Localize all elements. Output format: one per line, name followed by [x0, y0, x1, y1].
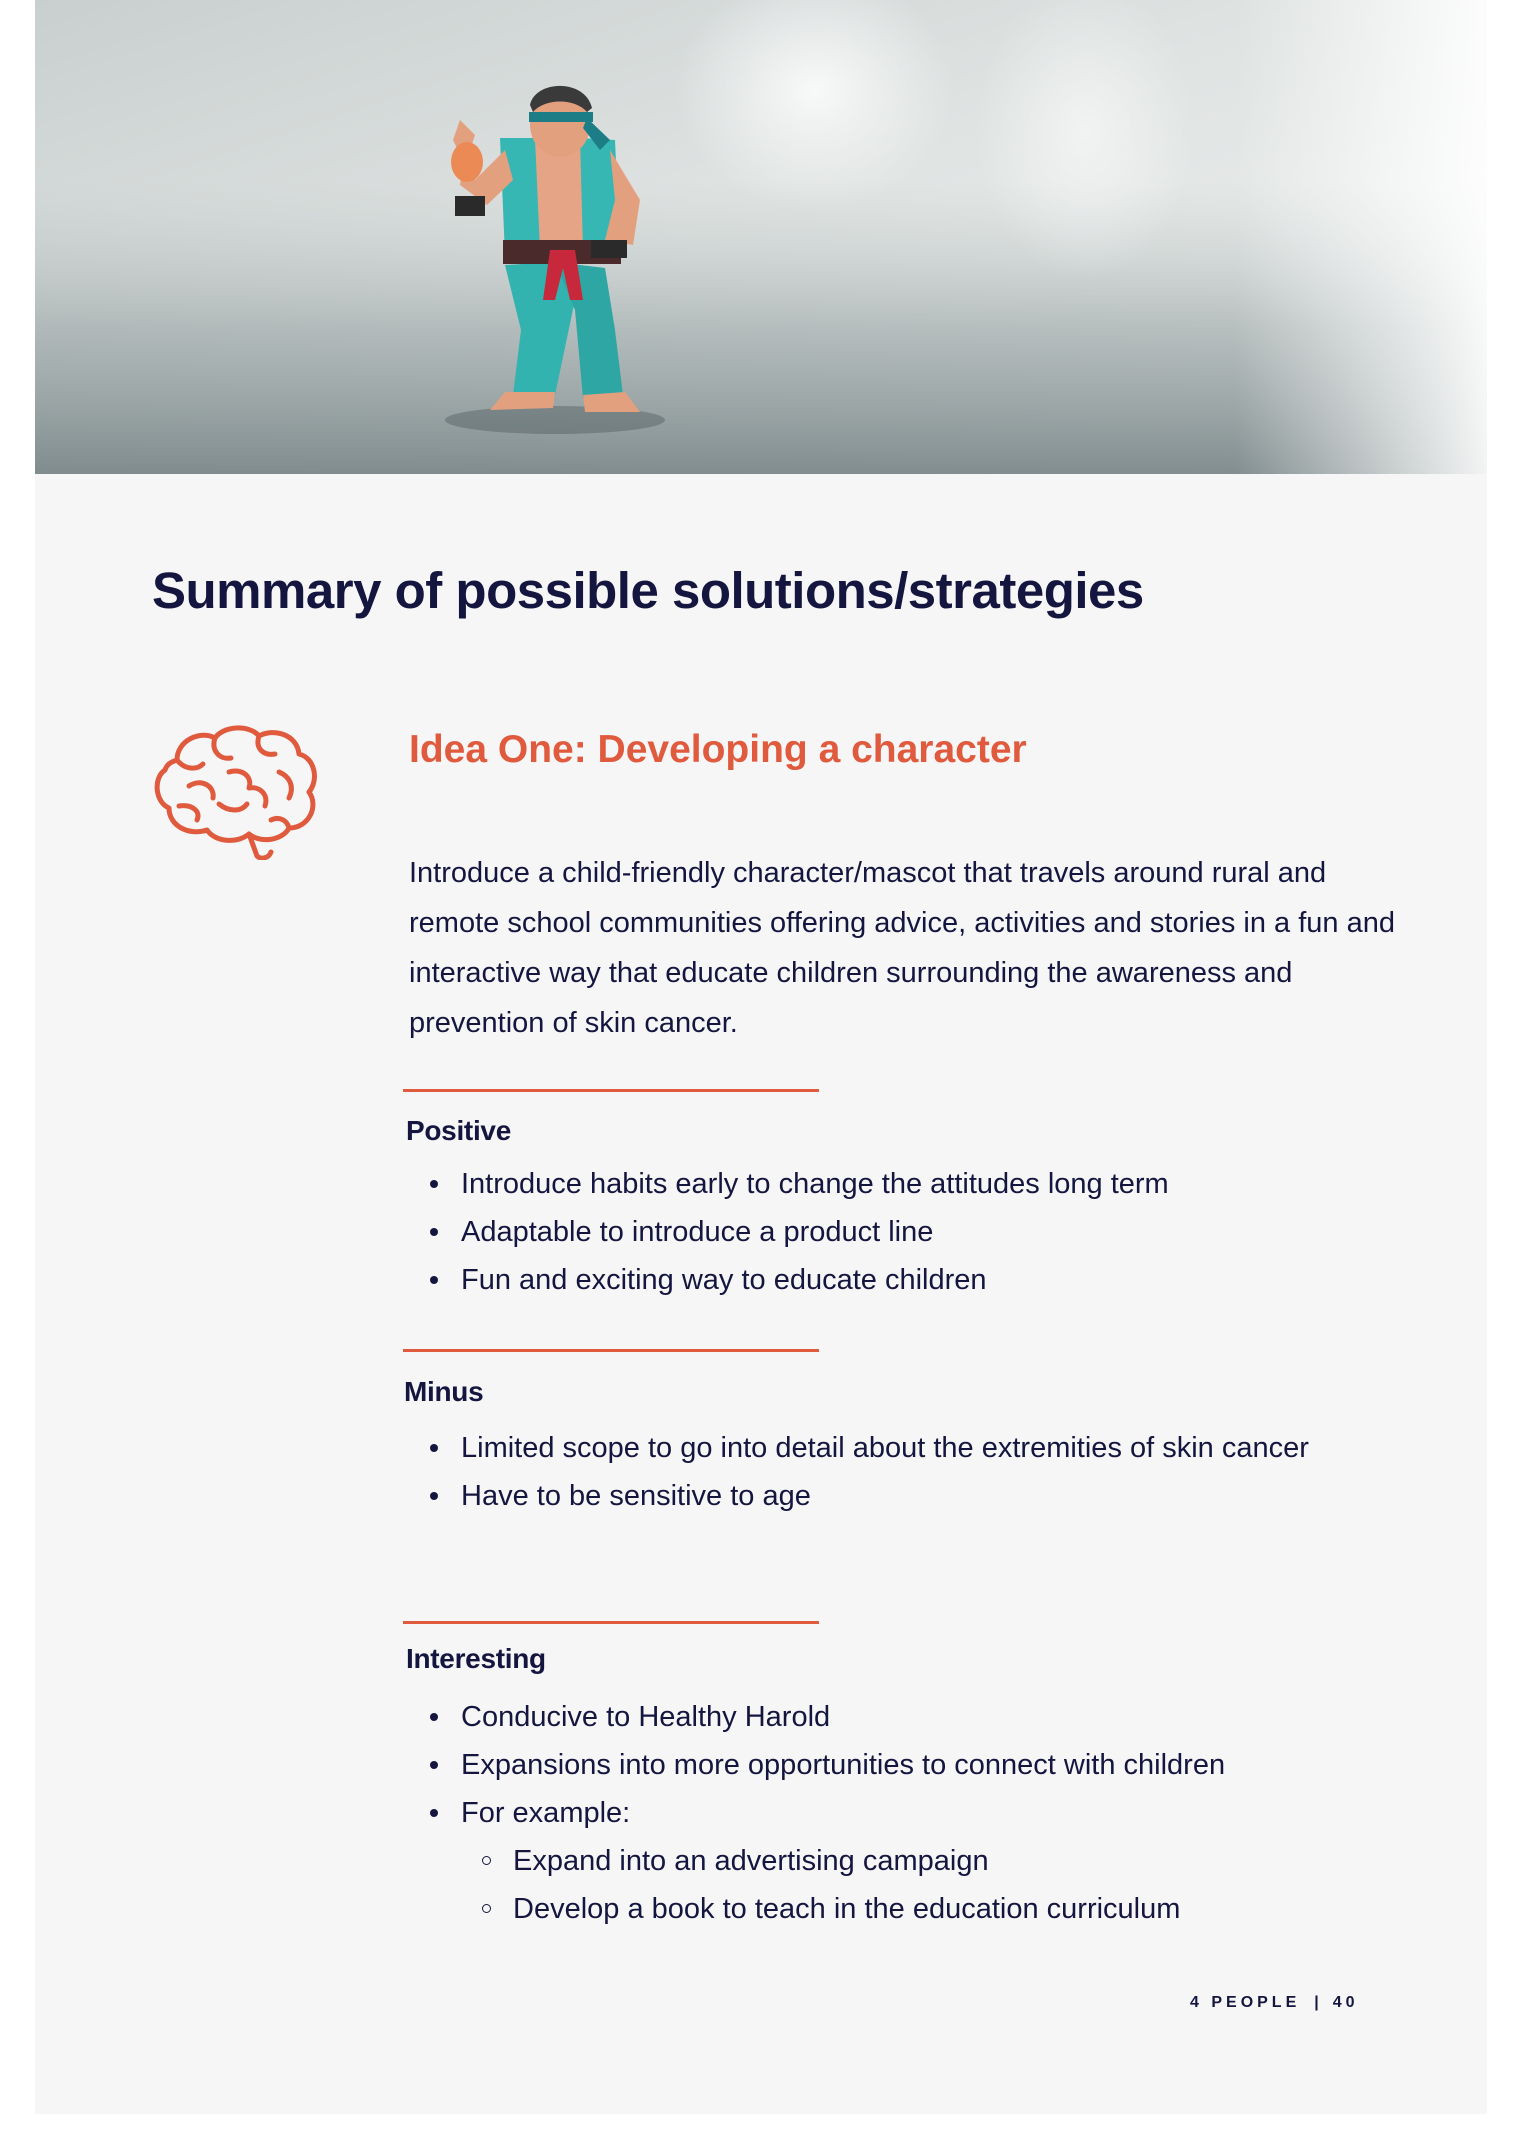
divider: [403, 1089, 819, 1092]
idea-title: Idea One: Developing a character: [409, 728, 1027, 771]
brain-icon: [149, 720, 321, 860]
hero-image: [35, 0, 1487, 474]
list-item: [413, 1789, 1413, 1933]
footer-separator: |: [1314, 1994, 1319, 2011]
positive-list: [413, 1160, 1413, 1304]
list-item: Fun and exciting way to educate children: [413, 1256, 1413, 1304]
list-item: Adaptable to introduce a product line: [413, 1208, 1413, 1256]
section-label-minus: Minus: [404, 1376, 484, 1407]
list-item: Have to be sensitive to age: [413, 1472, 1353, 1520]
interesting-list: [413, 1693, 1413, 1933]
sub-list-item: Expand into an advertising campaign: [461, 1837, 1413, 1885]
section-label-interesting: Interesting: [406, 1643, 546, 1674]
idea-intro: Introduce a child-friendly character/mascot that travels around rural and remote school communities offering advice, activities and stories in a fun and interactive way that educate children surrounding the awareness and prevention of skin cancer.: [409, 857, 1395, 1039]
minus-list: [413, 1424, 1353, 1520]
list-item: Conducive to Healthy Harold: [413, 1693, 1413, 1741]
page-number: 40: [1332, 1994, 1359, 2011]
list-item: Limited scope to go into detail about the extremities of skin cancer: [413, 1424, 1353, 1472]
document-page: [35, 0, 1487, 2114]
list-item: Introduce habits early to change the attitudes long term: [413, 1160, 1413, 1208]
list-item-text: For example:: [461, 1797, 631, 1829]
divider: [403, 1621, 819, 1624]
section-label-positive: Positive: [406, 1115, 511, 1146]
sub-list-item: Develop a book to teach in the education curriculum: [461, 1885, 1413, 1933]
footer-brand: 4 PEOPLE: [1190, 1994, 1301, 2011]
sub-list: [461, 1837, 1413, 1933]
page-title: Summary of possible solutions/strategies: [152, 562, 1144, 619]
divider: [403, 1349, 819, 1352]
page-footer: [1190, 1994, 1359, 2012]
list-item: Expansions into more opportunities to connect with children: [413, 1741, 1413, 1789]
